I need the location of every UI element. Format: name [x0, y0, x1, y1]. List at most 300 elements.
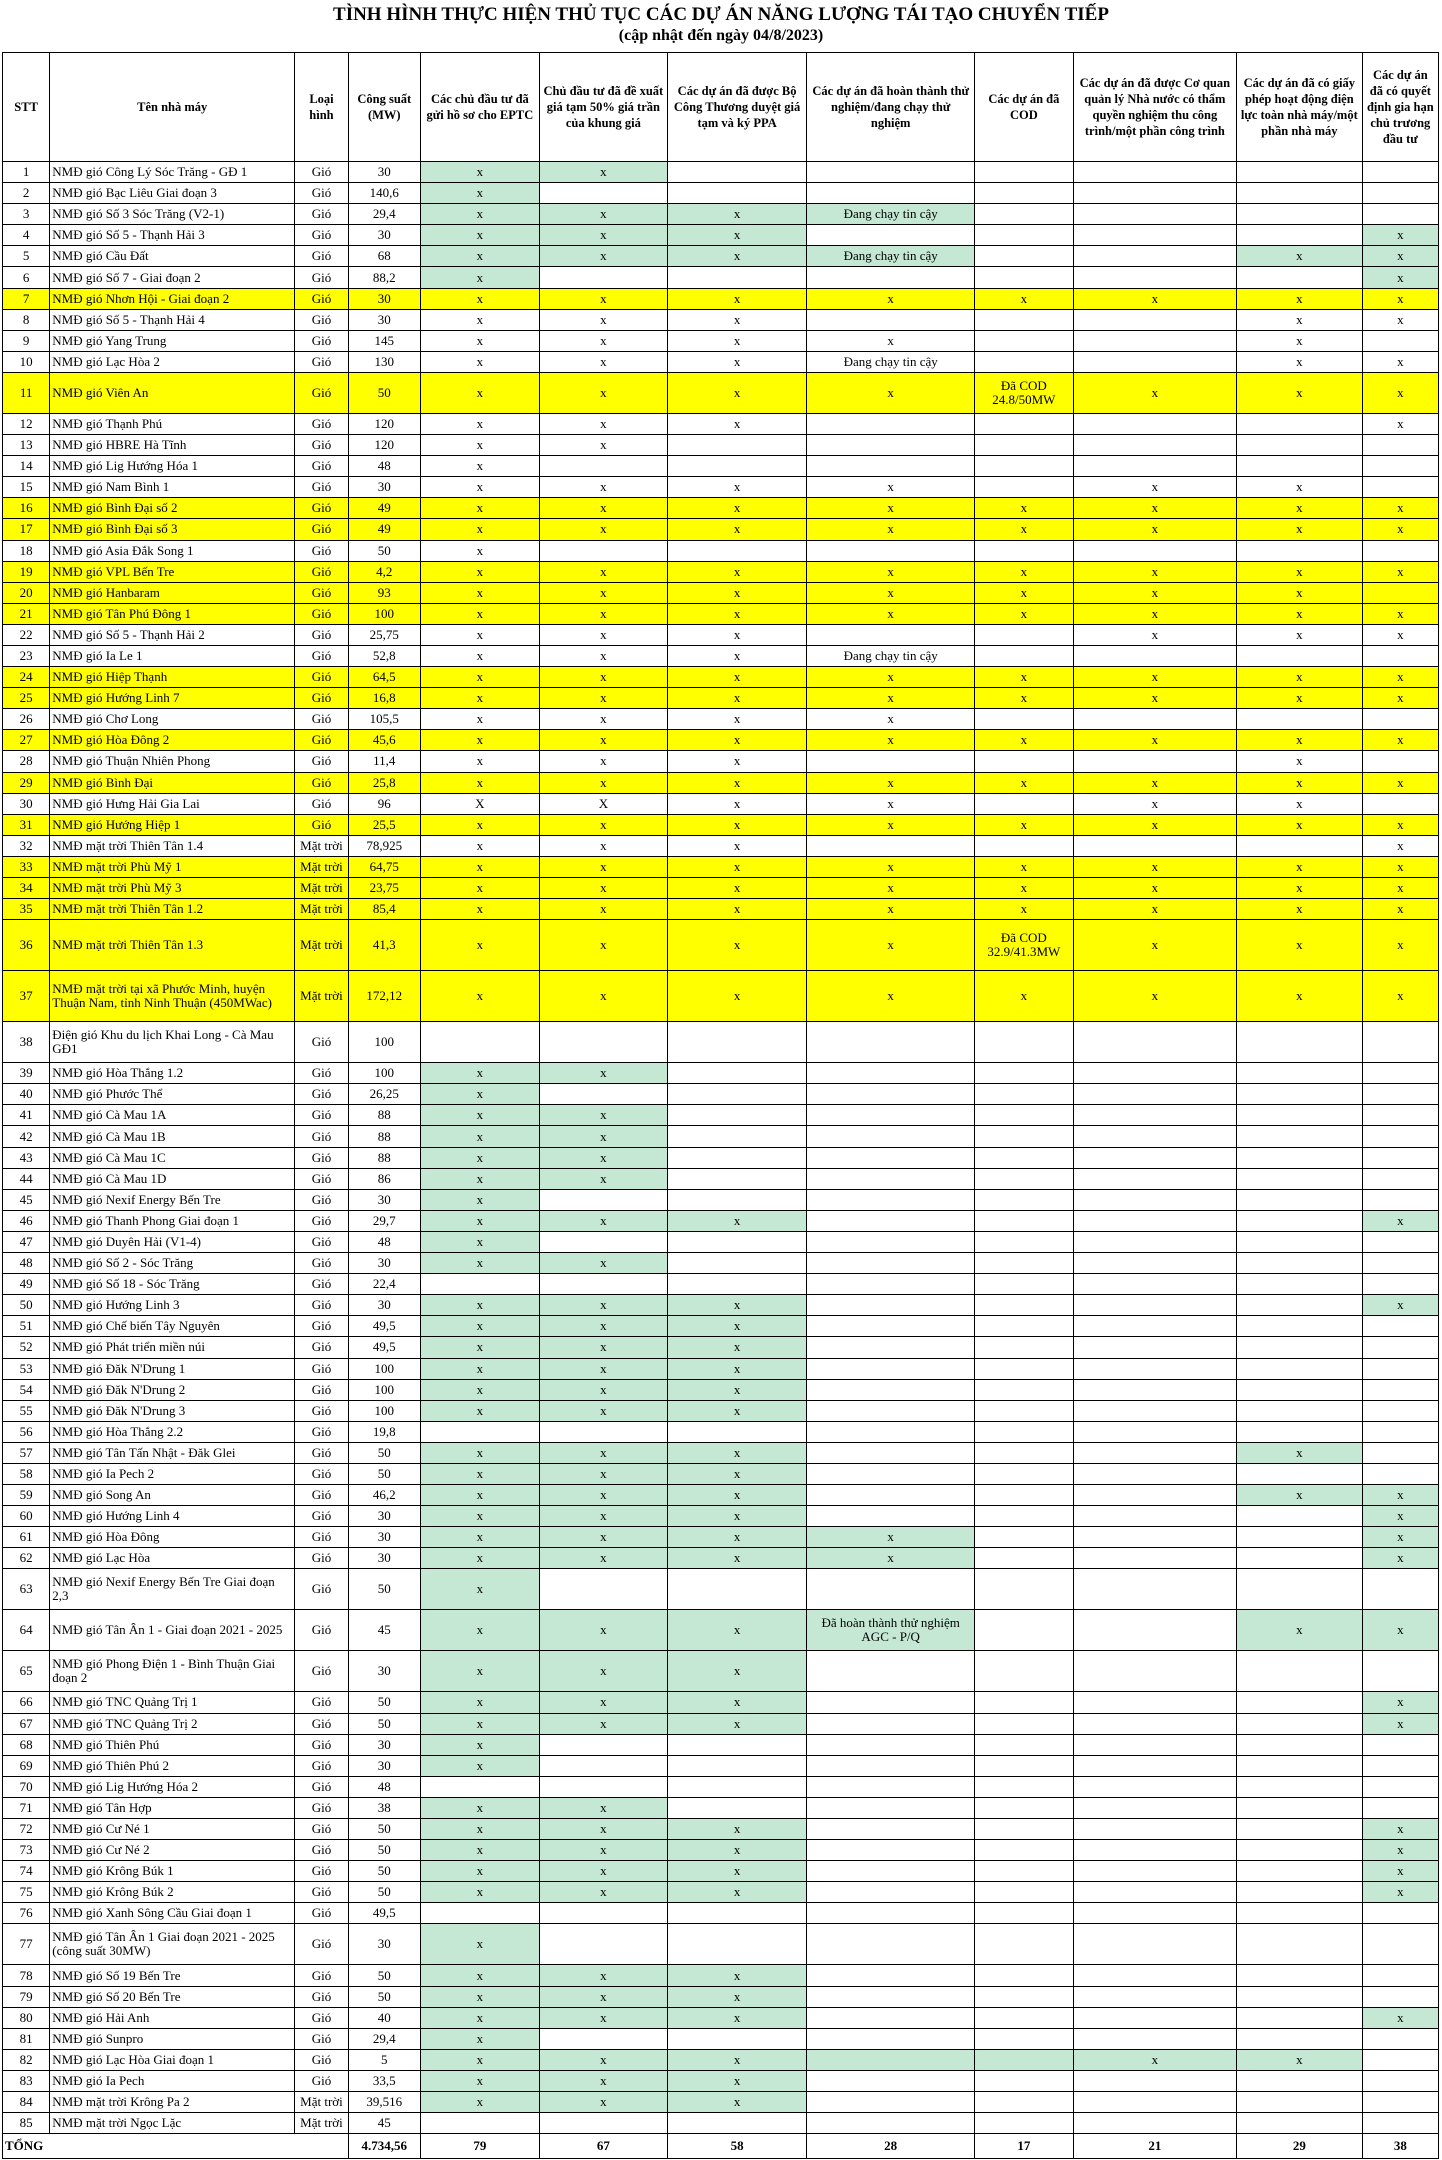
row-number-cell: 2: [3, 183, 50, 204]
plant-type-cell: Gió: [295, 1084, 349, 1105]
status-cell: x: [1237, 814, 1363, 835]
status-cell: [974, 751, 1073, 772]
status-cell: [420, 1776, 539, 1797]
capacity-cell: 52,8: [348, 645, 420, 666]
status-cell: x: [420, 1527, 539, 1548]
status-cell: [1073, 162, 1236, 183]
table-row: [3, 1105, 1439, 1126]
status-cell: x: [667, 751, 807, 772]
capacity-cell: 105,5: [348, 709, 420, 730]
status-cell: [1073, 1210, 1236, 1231]
status-cell: [807, 162, 975, 183]
status-cell: x: [1362, 603, 1438, 624]
capacity-cell: 23,75: [348, 878, 420, 899]
row-number-cell: 36: [3, 920, 50, 971]
row-number-cell: 8: [3, 309, 50, 330]
status-cell: x: [807, 920, 975, 971]
column-header: Loại hình: [295, 53, 349, 162]
column-header: Tên nhà máy: [50, 53, 295, 162]
status-cell: [1237, 456, 1363, 477]
status-cell: x: [1362, 372, 1438, 413]
status-cell: x: [1073, 519, 1236, 540]
status-cell: x: [667, 856, 807, 877]
plant-name-cell: NMĐ gió Số 19 Bến Tre: [50, 1965, 295, 1986]
row-number-cell: 15: [3, 477, 50, 498]
plant-name-cell: NMĐ gió Tân Hợp: [50, 1797, 295, 1818]
status-cell: x: [420, 1442, 539, 1463]
status-cell: x: [667, 477, 807, 498]
row-number-cell: 26: [3, 709, 50, 730]
plant-type-cell: Gió: [295, 751, 349, 772]
status-cell: [1237, 1713, 1363, 1734]
plant-type-cell: Gió: [295, 688, 349, 709]
status-cell: x: [539, 1316, 667, 1337]
table-row: [3, 1755, 1439, 1776]
status-cell: [1237, 1819, 1363, 1840]
table-row: [3, 435, 1439, 456]
status-cell: [1073, 1610, 1236, 1651]
table-row: [3, 2092, 1439, 2113]
status-cell: x: [420, 498, 539, 519]
capacity-cell: 30: [348, 1924, 420, 1965]
plant-type-cell: Gió: [295, 1274, 349, 1295]
row-number-cell: 13: [3, 435, 50, 456]
row-number-cell: 4: [3, 225, 50, 246]
status-cell: [974, 1337, 1073, 1358]
capacity-cell: 38: [348, 1797, 420, 1818]
status-cell: [1073, 246, 1236, 267]
total-count: 38: [1362, 2134, 1438, 2159]
plant-name-cell: NMĐ gió Ia Pech: [50, 2070, 295, 2091]
status-cell: x: [1237, 246, 1363, 267]
row-number-cell: 33: [3, 856, 50, 877]
status-cell: x: [539, 1210, 667, 1231]
status-cell: [807, 1463, 975, 1484]
table-row: [3, 899, 1439, 920]
status-cell: [807, 1253, 975, 1274]
status-cell: [974, 1400, 1073, 1421]
row-number-cell: 20: [3, 582, 50, 603]
status-cell: x: [807, 709, 975, 730]
status-cell: x: [807, 793, 975, 814]
status-cell: [1362, 477, 1438, 498]
status-cell: [1362, 1147, 1438, 1168]
status-cell: [1073, 1527, 1236, 1548]
plant-type-cell: Gió: [295, 1337, 349, 1358]
table-row: [3, 540, 1439, 561]
status-cell: x: [667, 730, 807, 751]
status-cell: [974, 1105, 1073, 1126]
status-cell: [1237, 1734, 1363, 1755]
status-cell: [974, 1797, 1073, 1818]
status-cell: [1362, 1651, 1438, 1692]
status-cell: [667, 1903, 807, 1924]
plant-name-cell: NMĐ gió Hòa Thắng 2.2: [50, 1421, 295, 1442]
capacity-cell: 120: [348, 413, 420, 434]
plant-type-cell: Gió: [295, 1548, 349, 1569]
status-cell: [807, 1421, 975, 1442]
status-cell: [1237, 540, 1363, 561]
plant-name-cell: NMĐ gió Cư Né 2: [50, 1840, 295, 1861]
status-cell: x: [1237, 519, 1363, 540]
table-row: [3, 1797, 1439, 1818]
status-cell: x: [420, 1651, 539, 1692]
status-cell: [1073, 413, 1236, 434]
status-cell: x: [1073, 688, 1236, 709]
status-cell: [539, 1755, 667, 1776]
row-number-cell: 54: [3, 1379, 50, 1400]
table-row: [3, 1295, 1439, 1316]
status-cell: x: [1073, 878, 1236, 899]
status-cell: [807, 1231, 975, 1252]
status-cell: x: [420, 1126, 539, 1147]
status-cell: x: [539, 1485, 667, 1506]
status-cell: [807, 1903, 975, 1924]
row-number-cell: 16: [3, 498, 50, 519]
table-row: [3, 2049, 1439, 2070]
plant-name-cell: NMĐ gió Song An: [50, 1485, 295, 1506]
status-cell: [807, 1105, 975, 1126]
capacity-cell: 5: [348, 2049, 420, 2070]
status-cell: [974, 1316, 1073, 1337]
table-row: [3, 1463, 1439, 1484]
status-cell: x: [420, 267, 539, 288]
plant-type-cell: Gió: [295, 1713, 349, 1734]
status-cell: [1237, 1569, 1363, 1610]
status-cell: x: [667, 1527, 807, 1548]
capacity-cell: 88,2: [348, 267, 420, 288]
status-cell: [974, 1506, 1073, 1527]
plant-name-cell: NMĐ gió Tân Tấn Nhật - Đăk Glei: [50, 1442, 295, 1463]
table-row: [3, 1442, 1439, 1463]
status-cell: x: [1073, 730, 1236, 751]
table-row: [3, 1189, 1439, 1210]
plant-name-cell: NMĐ mặt trời Thiên Tân 1.2: [50, 899, 295, 920]
plant-type-cell: Mặt trời: [295, 971, 349, 1022]
status-cell: x: [807, 1527, 975, 1548]
capacity-cell: 49: [348, 498, 420, 519]
capacity-cell: 49,5: [348, 1316, 420, 1337]
status-cell: [420, 2113, 539, 2134]
status-cell: [807, 1147, 975, 1168]
status-cell: x: [420, 413, 539, 434]
status-cell: x: [667, 624, 807, 645]
status-cell: x: [1362, 1527, 1438, 1548]
plant-name-cell: NMĐ gió Công Lý Sóc Trăng - GĐ 1: [50, 162, 295, 183]
status-cell: x: [420, 1569, 539, 1610]
capacity-cell: 50: [348, 1882, 420, 1903]
status-cell: [1073, 1168, 1236, 1189]
status-cell: [1237, 1400, 1363, 1421]
plant-type-cell: Gió: [295, 1610, 349, 1651]
status-cell: x: [420, 477, 539, 498]
plant-name-cell: NMĐ gió Hải Anh: [50, 2007, 295, 2028]
table-row: [3, 1210, 1439, 1231]
status-cell: x: [420, 709, 539, 730]
status-cell: [1362, 183, 1438, 204]
row-number-cell: 25: [3, 688, 50, 709]
status-cell: [667, 1147, 807, 1168]
status-cell: x: [420, 204, 539, 225]
status-cell: x: [539, 1063, 667, 1084]
row-number-cell: 45: [3, 1189, 50, 1210]
status-cell: x: [539, 2049, 667, 2070]
status-cell: [1237, 1903, 1363, 1924]
status-cell: x: [539, 1147, 667, 1168]
status-cell: x: [539, 1253, 667, 1274]
status-cell: x: [667, 2092, 807, 2113]
status-cell: x: [1362, 1548, 1438, 1569]
status-cell: [1073, 1274, 1236, 1295]
plant-type-cell: Gió: [295, 1316, 349, 1337]
column-header: Các chủ đầu tư đã gửi hồ sơ cho EPTC: [420, 53, 539, 162]
status-cell: [1073, 1882, 1236, 1903]
capacity-cell: 26,25: [348, 1084, 420, 1105]
table-row: [3, 1231, 1439, 1252]
row-number-cell: 84: [3, 2092, 50, 2113]
table-row: [3, 1965, 1439, 1986]
status-cell: [1237, 1651, 1363, 1692]
plant-type-cell: Gió: [295, 1485, 349, 1506]
status-cell: [974, 1463, 1073, 1484]
plant-type-cell: Mặt trời: [295, 899, 349, 920]
plant-name-cell: NMĐ gió Bình Đại: [50, 772, 295, 793]
row-number-cell: 23: [3, 645, 50, 666]
plant-type-cell: Gió: [295, 1295, 349, 1316]
status-cell: [1237, 1840, 1363, 1861]
table-row: [3, 709, 1439, 730]
status-cell: [667, 540, 807, 561]
plant-type-cell: Gió: [295, 413, 349, 434]
status-cell: x: [1073, 624, 1236, 645]
capacity-cell: 25,75: [348, 624, 420, 645]
row-number-cell: 35: [3, 899, 50, 920]
capacity-cell: 49: [348, 519, 420, 540]
status-cell: x: [667, 1548, 807, 1569]
status-cell: x: [1362, 267, 1438, 288]
status-cell: x: [667, 603, 807, 624]
capacity-cell: 41,3: [348, 920, 420, 971]
status-cell: [667, 456, 807, 477]
status-cell: x: [667, 2070, 807, 2091]
capacity-cell: 48: [348, 1231, 420, 1252]
table-row: [3, 2007, 1439, 2028]
status-cell: [1073, 1379, 1236, 1400]
status-cell: [1073, 1548, 1236, 1569]
plant-name-cell: NMĐ gió Đăk N'Drung 1: [50, 1358, 295, 1379]
plant-name-cell: NMĐ gió Cà Mau 1A: [50, 1105, 295, 1126]
status-cell: [1237, 1861, 1363, 1882]
status-cell: [667, 1797, 807, 1818]
status-cell: [667, 1274, 807, 1295]
plant-name-cell: NMĐ gió Số 7 - Giai đoạn 2: [50, 267, 295, 288]
row-number-cell: 29: [3, 772, 50, 793]
capacity-cell: 145: [348, 330, 420, 351]
table-row: [3, 267, 1439, 288]
status-cell: x: [667, 1692, 807, 1713]
status-cell: x: [1073, 582, 1236, 603]
plant-type-cell: Gió: [295, 1231, 349, 1252]
status-cell: x: [420, 899, 539, 920]
status-cell: x: [420, 1316, 539, 1337]
total-count: 58: [667, 2134, 807, 2159]
status-cell: [807, 1063, 975, 1084]
status-cell: x: [420, 730, 539, 751]
status-cell: [974, 1610, 1073, 1651]
status-cell: x: [1362, 971, 1438, 1022]
row-number-cell: 42: [3, 1126, 50, 1147]
status-cell: x: [420, 1231, 539, 1252]
status-cell: [974, 456, 1073, 477]
status-cell: Đã COD 24.8/50MW: [974, 372, 1073, 413]
row-number-cell: 67: [3, 1713, 50, 1734]
status-cell: x: [1362, 878, 1438, 899]
plant-name-cell: NMĐ gió Xanh Sông Cầu Giai đoạn 1: [50, 1903, 295, 1924]
status-cell: [420, 1903, 539, 1924]
plant-name-cell: NMĐ gió Hanbaram: [50, 582, 295, 603]
status-cell: [974, 183, 1073, 204]
status-cell: x: [539, 667, 667, 688]
row-number-cell: 37: [3, 971, 50, 1022]
status-cell: [1237, 1253, 1363, 1274]
status-cell: x: [1362, 1840, 1438, 1861]
plant-type-cell: Mặt trời: [295, 2113, 349, 2134]
status-cell: [1362, 1274, 1438, 1295]
row-number-cell: 30: [3, 793, 50, 814]
row-number-cell: 1: [3, 162, 50, 183]
status-cell: [1073, 1063, 1236, 1084]
table-row: [3, 1063, 1439, 1084]
status-cell: x: [539, 1379, 667, 1400]
plant-type-cell: Gió: [295, 1819, 349, 1840]
table-row: [3, 477, 1439, 498]
status-cell: [1237, 2028, 1363, 2049]
status-cell: x: [420, 971, 539, 1022]
status-cell: [1362, 1442, 1438, 1463]
row-number-cell: 22: [3, 624, 50, 645]
status-cell: [1073, 1421, 1236, 1442]
row-number-cell: 73: [3, 1840, 50, 1861]
status-cell: [1237, 1882, 1363, 1903]
plant-name-cell: NMĐ gió Duyên Hải (V1-4): [50, 1231, 295, 1252]
row-number-cell: 78: [3, 1965, 50, 1986]
plant-name-cell: NMĐ gió Bình Đại số 2: [50, 498, 295, 519]
plant-name-cell: NMĐ gió Lig Hướng Hóa 2: [50, 1776, 295, 1797]
status-cell: x: [974, 688, 1073, 709]
status-cell: X: [420, 793, 539, 814]
status-cell: x: [1073, 899, 1236, 920]
capacity-cell: 30: [348, 309, 420, 330]
status-cell: Đang chạy tin cậy: [807, 351, 975, 372]
plant-name-cell: NMĐ gió Cầu Đất: [50, 246, 295, 267]
status-cell: x: [1362, 624, 1438, 645]
plant-type-cell: Gió: [295, 709, 349, 730]
status-cell: x: [539, 1840, 667, 1861]
status-cell: [1362, 1734, 1438, 1755]
status-cell: [1237, 1379, 1363, 1400]
status-cell: [974, 1692, 1073, 1713]
status-cell: [1073, 1986, 1236, 2007]
status-cell: [539, 1924, 667, 1965]
status-cell: x: [974, 603, 1073, 624]
status-cell: [539, 540, 667, 561]
capacity-cell: 4,2: [348, 561, 420, 582]
status-cell: x: [1237, 751, 1363, 772]
row-number-cell: 5: [3, 246, 50, 267]
status-cell: [1362, 1986, 1438, 2007]
status-cell: x: [420, 688, 539, 709]
status-cell: x: [420, 435, 539, 456]
status-cell: x: [807, 856, 975, 877]
plant-name-cell: NMĐ gió Hướng Linh 3: [50, 1295, 295, 1316]
status-cell: [1237, 1316, 1363, 1337]
status-cell: [1073, 456, 1236, 477]
status-cell: x: [667, 793, 807, 814]
capacity-cell: 25,5: [348, 814, 420, 835]
status-cell: [1237, 1295, 1363, 1316]
status-cell: x: [420, 2092, 539, 2113]
status-cell: [974, 1063, 1073, 1084]
status-cell: x: [667, 1840, 807, 1861]
plant-type-cell: Gió: [295, 730, 349, 751]
capacity-cell: 30: [348, 1527, 420, 1548]
plant-type-cell: Gió: [295, 561, 349, 582]
capacity-cell: 100: [348, 1022, 420, 1063]
status-cell: [1237, 835, 1363, 856]
plant-type-cell: Gió: [295, 183, 349, 204]
plant-type-cell: Gió: [295, 456, 349, 477]
status-cell: x: [539, 498, 667, 519]
plant-name-cell: NMĐ mặt trời Phù Mỹ 1: [50, 856, 295, 877]
plant-name-cell: NMĐ gió Số 5 - Thạnh Hải 3: [50, 225, 295, 246]
status-cell: x: [667, 1442, 807, 1463]
capacity-cell: 50: [348, 1713, 420, 1734]
status-cell: x: [974, 772, 1073, 793]
status-cell: [807, 1734, 975, 1755]
status-cell: [974, 835, 1073, 856]
status-cell: [1362, 2028, 1438, 2049]
status-cell: x: [1362, 498, 1438, 519]
status-cell: x: [1237, 856, 1363, 877]
row-number-cell: 17: [3, 519, 50, 540]
capacity-cell: 88: [348, 1147, 420, 1168]
status-cell: [1073, 1797, 1236, 1818]
status-cell: [974, 1022, 1073, 1063]
status-cell: x: [539, 1610, 667, 1651]
status-cell: x: [1237, 603, 1363, 624]
table-row: [3, 1924, 1439, 1965]
status-cell: x: [1237, 971, 1363, 1022]
status-cell: x: [420, 814, 539, 835]
status-cell: [974, 1651, 1073, 1692]
status-cell: [1073, 1776, 1236, 1797]
status-cell: [1237, 645, 1363, 666]
plant-name-cell: NMĐ gió Hòa Đông: [50, 1527, 295, 1548]
status-cell: x: [539, 1442, 667, 1463]
status-cell: [974, 1819, 1073, 1840]
status-cell: x: [539, 1692, 667, 1713]
status-cell: x: [539, 351, 667, 372]
capacity-cell: 85,4: [348, 899, 420, 920]
capacity-cell: 172,12: [348, 971, 420, 1022]
status-cell: x: [807, 330, 975, 351]
status-cell: x: [420, 1379, 539, 1400]
status-cell: x: [539, 204, 667, 225]
status-cell: x: [539, 1337, 667, 1358]
status-cell: [667, 1168, 807, 1189]
status-cell: [807, 1295, 975, 1316]
status-cell: [974, 330, 1073, 351]
